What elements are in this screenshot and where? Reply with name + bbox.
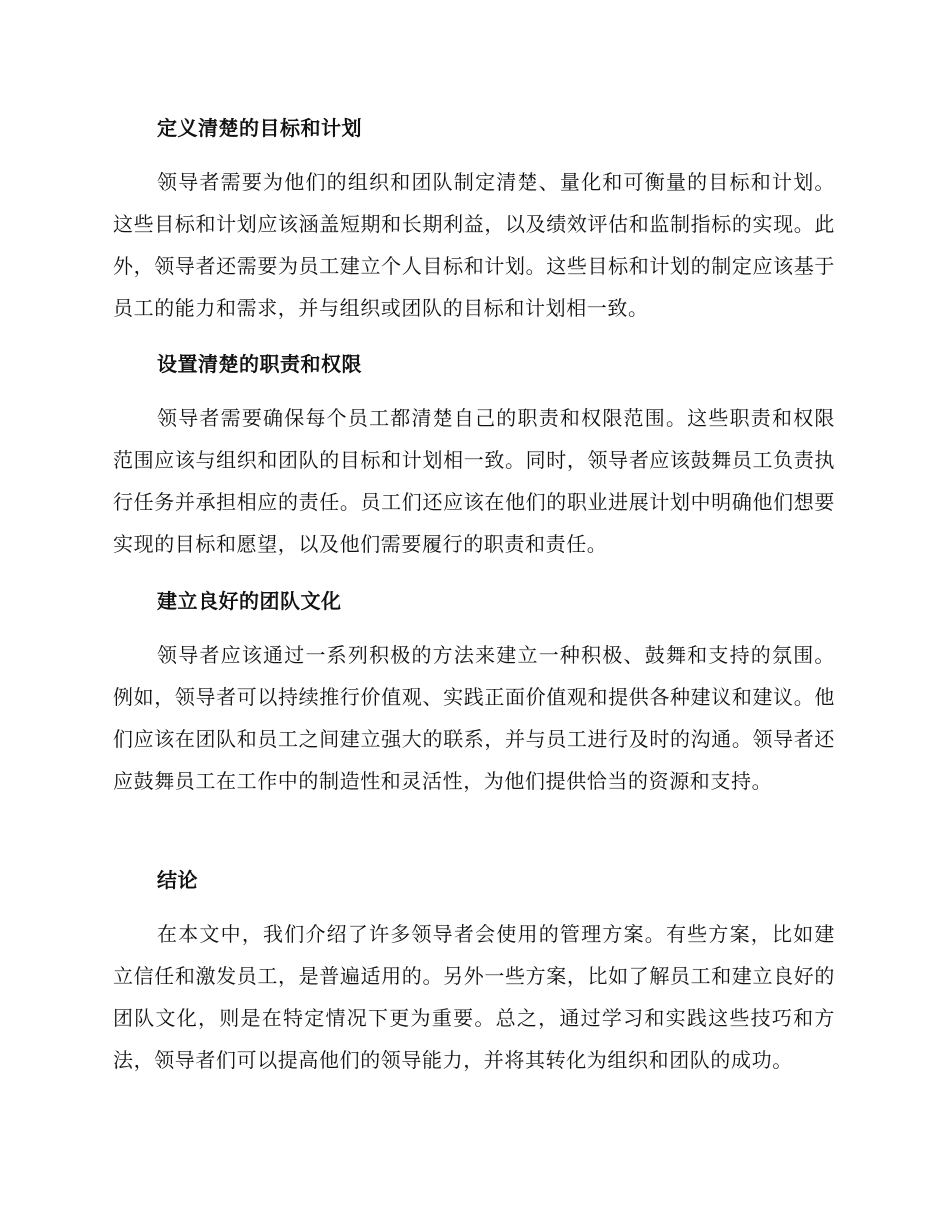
section-body-goals: 领导者需要为他们的组织和团队制定清楚、量化和可衡量的目标和计划。这些目标和计划应该涵盖短期和长期利益，以及绩效评估和监制指标的实现。此外，领导者还需要为员工建立个人目标和计划。这些目标和计划的制定应该基于员工的能力和需求，并与组织或团队的目标和计划相一致。 [113,170,835,320]
section-body-responsibilities: 领导者需要确保每个员工都清楚自己的职责和权限范围。这些职责和权限范围应该与组织和团队的目标和计划相一致。同时，领导者应该鼓舞员工负责执行任务并承担相应的责任。员工们还应该在他们的职业进展计划中明确他们想要实现的目标和愿望，以及他们需要履行的职责和责任。 [113,406,835,556]
section-heading-conclusion: 结论 [157,868,198,892]
section-heading-team-culture: 建立良好的团队文化 [157,589,342,613]
section-heading-goals: 定义清楚的目标和计划 [157,116,362,140]
section-body-conclusion: 在本文中，我们介绍了许多领导者会使用的管理方案。有些方案，比如建立信任和激发员工，是普遍适用的。另外一些方案，比如了解员工和建立良好的团队文化，则是在特定情况下更为重要。总之，通过学习和实践这些技巧和方法，领导者们可以提高他们的领导能力，并将其转化为组织和团队的成功。 [113,922,835,1072]
section-body-team-culture: 领导者应该通过一系列积极的方法来建立一种积极、鼓舞和支持的氛围。例如，领导者可以持续推行价值观、实践正面价值观和提供各种建议和建议。他们应该在团队和员工之间建立强大的联系，并与员工进行及时的沟通。领导者还应鼓舞员工在工作中的制造性和灵活性，为他们提供恰当的资源和支持。 [113,643,835,793]
section-heading-responsibilities: 设置清楚的职责和权限 [157,352,362,376]
